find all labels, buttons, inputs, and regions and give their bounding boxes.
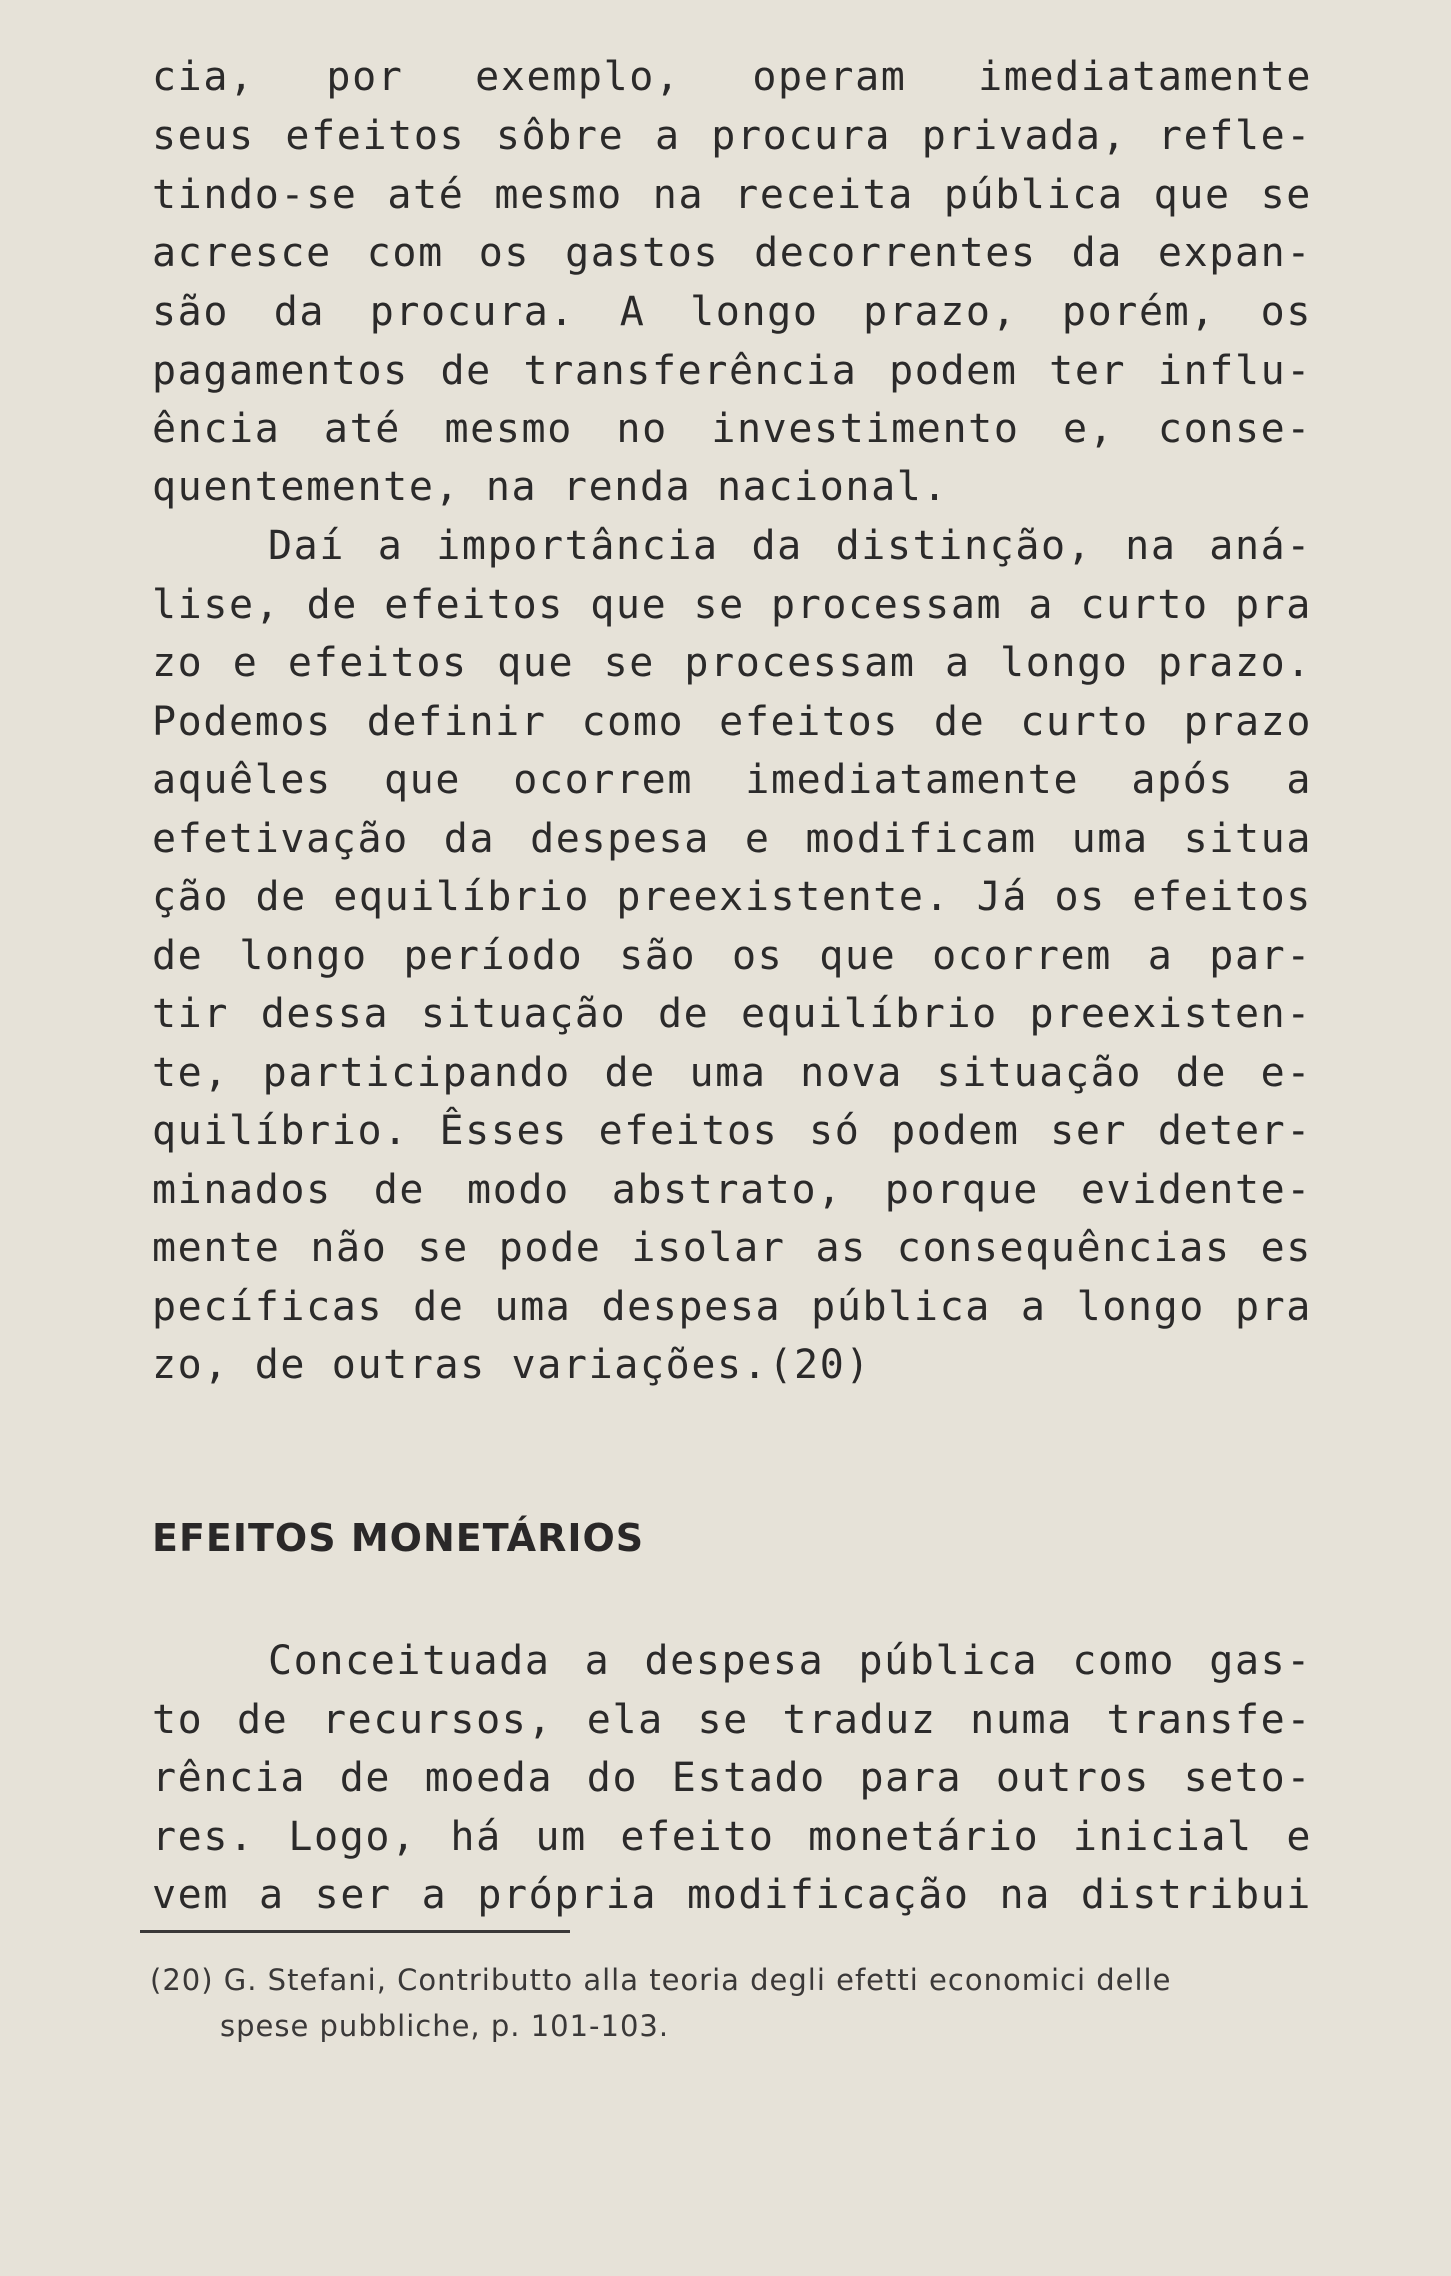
body-line-10: lise, de efeitos que se processam a curto pra: [152, 582, 1312, 628]
body-line-23: zo, de outras variações.(20): [152, 1342, 872, 1388]
body-line-12: Podemos definir como efeitos de curto prazo: [152, 699, 1312, 745]
body-line-18: te, participando de uma nova situação de e-: [152, 1050, 1312, 1096]
body-line-3: tindo-se até mesmo na receita pública que se: [152, 172, 1312, 218]
body-line-2: seus efeitos sôbre a procura privada, refle-: [152, 113, 1312, 159]
body-line-4: acresce com os gastos decorrentes da expan-: [152, 230, 1312, 276]
body-line-6: pagamentos de transferência podem ter influ-: [152, 348, 1312, 394]
body-line-14: efetivação da despesa e modificam uma situa: [152, 816, 1312, 862]
body-line-16: de longo período são os que ocorrem a par-: [152, 933, 1312, 979]
footnote-line-1: (20) G. Stefani, Contributto alla teoria degli efetti economici delle: [150, 1963, 1172, 1997]
section-heading: EFEITOS MONETÁRIOS: [152, 1516, 645, 1560]
body-line-20: minados de modo abstrato, porque evidente-: [152, 1167, 1312, 1213]
section-line-5: vem a ser a própria modificação na distribui: [152, 1872, 1312, 1918]
body-line-19: quilíbrio. Êsses efeitos só podem ser deter-: [152, 1108, 1312, 1154]
body-line-13: aquêles que ocorrem imediatamente após a: [152, 757, 1312, 803]
body-line-8: quentemente, na renda nacional.: [152, 464, 949, 510]
body-line-15: ção de equilíbrio preexistente. Já os efeitos: [152, 874, 1312, 920]
body-line-11: zo e efeitos que se processam a longo prazo.: [152, 640, 1312, 686]
body-line-7: ência até mesmo no investimento e, conse-: [152, 406, 1312, 452]
section-line-3: rência de moeda do Estado para outros seto-: [152, 1755, 1312, 1801]
body-line-9: Daí a importância da distinção, na aná-: [268, 523, 1312, 569]
body-line-22: pecíficas de uma despesa pública a longo pra: [152, 1284, 1312, 1330]
section-line-2: to de recursos, ela se traduz numa transfe-: [152, 1697, 1312, 1743]
body-line-1: cia, por exemplo, operam imediatamente: [152, 54, 1312, 100]
footnote-line-2: spese pubbliche, p. 101-103.: [220, 2009, 670, 2043]
section-line-4: res. Logo, há um efeito monetário inicial e: [152, 1814, 1312, 1860]
body-line-5: são da procura. A longo prazo, porém, os: [152, 289, 1312, 335]
footnote-rule: [140, 1930, 570, 1933]
body-line-21: mente não se pode isolar as consequências es: [152, 1225, 1312, 1271]
body-line-17: tir dessa situação de equilíbrio preexisten-: [152, 991, 1312, 1037]
section-line-1: Conceituada a despesa pública como gas-: [268, 1638, 1312, 1684]
